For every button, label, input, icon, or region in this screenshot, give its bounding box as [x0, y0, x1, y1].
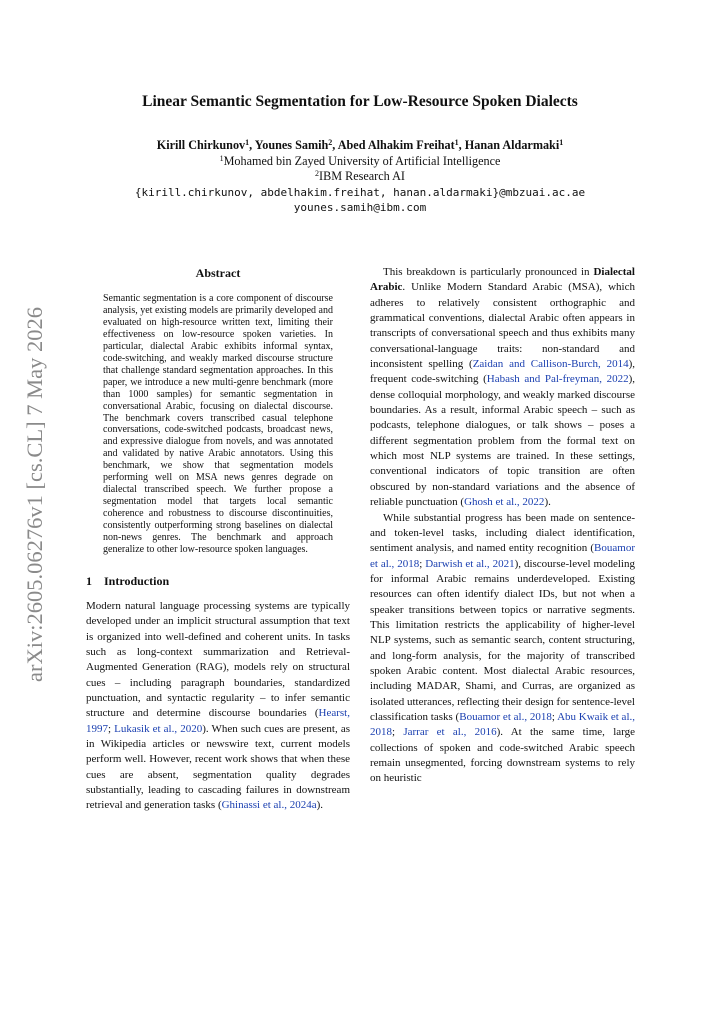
- section-number: 1: [86, 573, 92, 588]
- text-run: ), frequent code-switching (: [370, 358, 635, 386]
- affiliation-marker: 1: [559, 138, 564, 147]
- citation-link[interactable]: Bouamor et al., 2018: [370, 542, 635, 570]
- text-run: ).: [316, 799, 324, 812]
- author-name: Hanan Aldarmaki: [464, 138, 560, 152]
- affiliation-line: $^1$Mohamed bin Zayed University of Artificial Intelligence: [219, 153, 501, 168]
- citation-link[interactable]: Ghosh et al., 2022: [464, 496, 545, 509]
- left-column: [86, 265, 350, 814]
- text-run: ), discourse-level modeling for informal Arabic remains underdeveloped. Existing resources can often identify dialect IDs, but not when a speaker transitions between topics or narrative segments. This limitation restricts the applicability of higher-level NLP systems, such as semantic search, content structuring, and long-form analysis, for the majority of transcribed spoken Arabic content. Most dialectal Arabic resources, including MADAR, Shami, and Curras, are organized as isolated utterances, reflecting their design for sentence-level classification tasks (: [370, 557, 635, 723]
- text-run: ). At the same time, large collections of spoken and code-switched Arabic speech remain unsegmented, forcing downstream systems to rely on heuristic: [370, 726, 635, 785]
- text-run: ;: [108, 722, 115, 735]
- intro-paragraph: [370, 511, 635, 787]
- arxiv-identifier: arXiv:2605.06276v1 [cs.CL] 7 May 2026: [22, 307, 47, 683]
- citation-link[interactable]: Ghinassi et al., 2024a: [221, 799, 317, 812]
- paper-title: Linear Semantic Segmentation for Low-Resource Spoken Dialects: [142, 93, 578, 110]
- section-heading: [86, 573, 350, 589]
- email-line: younes.samih@ibm.com: [293, 201, 427, 215]
- email-line: {kirill.chirkunov, abdelhakim.freihat, hanan.aldarmaki}@mbzuai.ac.ae: [134, 185, 586, 199]
- citation-link[interactable]: Habash and Pal-freyman, 2022: [486, 373, 629, 386]
- right-column: [370, 265, 635, 787]
- text-run: ).: [544, 496, 551, 509]
- author-name: Abed Alhakim Freihat: [337, 138, 455, 152]
- text-run: ;: [419, 557, 426, 570]
- author-name: Kirill Chirkunov: [156, 138, 246, 152]
- affiliation-marker: 1: [454, 138, 459, 147]
- citation-link[interactable]: Darwish et al., 2021: [425, 557, 515, 570]
- text-run: ), dense colloquial morphology, and weakly marked discourse boundaries. As a result, informal Arabic speech – such as podcasts, telephone dialogues, or talk shows – poses a different segmentation problem from the formal text on which most NLP systems are trained. In these settings, conventional indicators of topic transition are often obscured by non-standard variations and the absence of reliable punctuation (: [370, 373, 635, 509]
- text-run: ;: [392, 726, 404, 739]
- text-run: . Unlike Modern Standard Arabic (MSA), which adheres to relatively consistent orthographic and grammatical conventions, dialectal Arabic often appears in transcripts of conversational speech and thus exhibits many conversational-language traits: non-standard and inconsistent spelling (: [370, 281, 635, 371]
- author-name: Younes Samih: [254, 138, 329, 152]
- intro-paragraph: [370, 265, 635, 511]
- section-title: Introduction: [104, 573, 170, 588]
- citation-link[interactable]: Zaidan and Callison-Burch, 2014: [472, 358, 629, 371]
- affiliation-marker: 2: [328, 138, 333, 147]
- citation-link[interactable]: Lukasik et al., 2020: [114, 722, 203, 735]
- text-run: ). When such cues are present, as in Wikipedia articles or newswire text, current models perform well. However, recent work shows that when these cues are absent, segmentation quality degrades substantially, leading to cascading failures in downstream retrieval and generation tasks (: [86, 722, 350, 812]
- text-run: While substantial progress has been made on sentence- and token-level tasks, including dialect identification, sentiment analysis, and named entity recognition (: [370, 511, 635, 555]
- affiliation-marker: 1: [245, 138, 250, 147]
- intro-paragraph: [86, 599, 350, 814]
- citation-link[interactable]: Jarrar et al., 2016: [403, 726, 497, 739]
- text-run: ;: [551, 710, 558, 723]
- citation-link[interactable]: Hearst, 1997: [86, 707, 350, 735]
- author-block: [60, 138, 660, 216]
- text-run: Modern natural language processing systems are typically developed under an implicit structural assumption that text is organized into well-defined and coherent units. In tasks such as long-context summarization and Retrieval-Augmented Generation (RAG), models rely on structural cues – including paragraph boundaries, standardized punctuation, and syntactic regularity – to infer semantic structure and determine discourse boundaries (: [86, 599, 350, 720]
- affiliation-line: $^2$IBM Research AI: [315, 169, 405, 184]
- author-list: Kirill Chirkunov$^1$, Younes Samih$^2$, Abed Alhakim Freihat$^1$, Hanan Aldarmaki$^1$: [156, 138, 564, 152]
- citation-link[interactable]: Bouamor et al., 2018: [459, 710, 552, 723]
- abstract-heading: Abstract: [195, 266, 241, 280]
- abstract-text: Semantic segmentation is a core component of discourse analysis, yet existing models are primarily developed and evaluated on high-resource written text, limiting their effectiveness on low-resource spoken varieties. In particular, dialectal Arabic exhibits informal syntax, code-switching, and weakly marked discourse structure that challenge standard segmentation approaches. In this paper, we introduce a new multi-genre benchmark (more than 1000 samples) for semantic segmentation in conversational Arabic, focusing on dialectal discourse. The benchmark covers transcribed casual telephone conversations, code-switched podcasts, broadcast news, and expressive dialogue from novels, and was annotated and validated by native Arabic annotators. Using this benchmark, we show that segmentation models performing well on MSA news genres degrade on dialectal transcribed speech. We further propose a segmentation model that targets local semantic coherence and robustness to discourse discontinuities, consistently outperforming strong baselines on dialectal non-news genres. The benchmark and approach generalize to other low-resource spoken languages.: [103, 293, 333, 556]
- text-run: This breakdown is particularly pronounced in: [383, 266, 594, 278]
- citation-link[interactable]: Abu Kwaik et al., 2018: [370, 710, 635, 739]
- emphasis-term: Dialectal Arabic: [370, 266, 635, 294]
